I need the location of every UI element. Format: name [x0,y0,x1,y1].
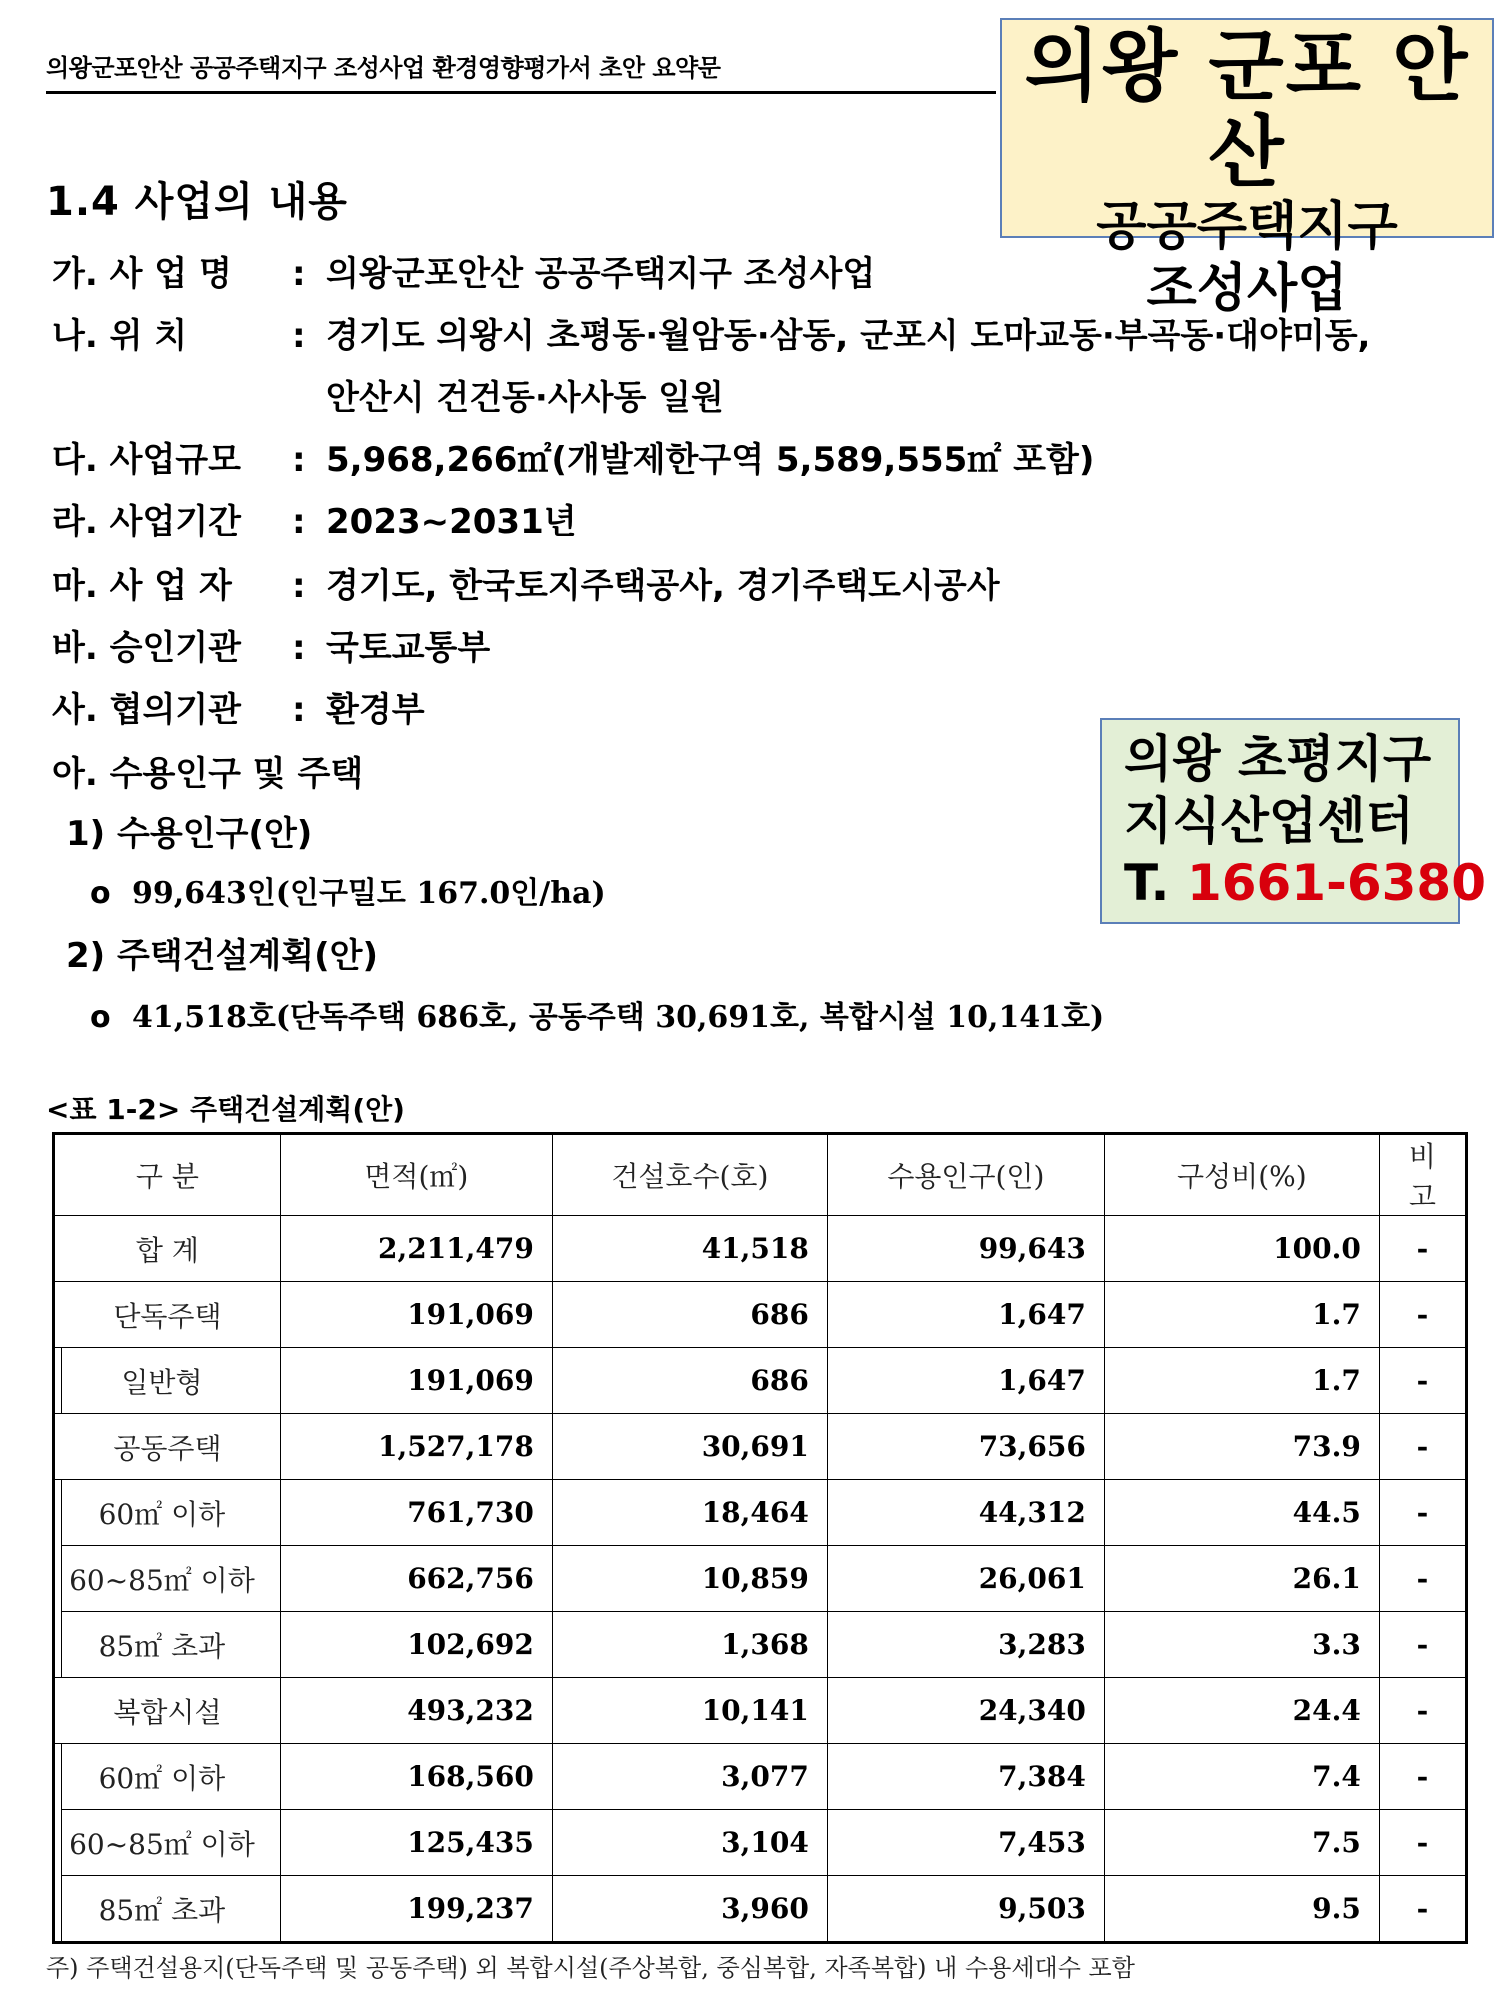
info-value: 경기도 의왕시 초평동·월암동·삼동, 군포시 도마교동·부곡동·대야미동, [326,316,1371,356]
phone-prefix: T. [1124,854,1170,912]
table-cell: - [1379,1612,1466,1678]
table-row [54,1612,1467,1678]
row-label: 단독주택 [54,1282,281,1348]
info-label: 라. 사업기간 [52,502,241,542]
table-cell: 99,643 [827,1216,1104,1282]
bullet-marker: o [90,1000,111,1035]
indent-spacer [54,1810,62,1876]
table-cell: 100.0 [1104,1216,1379,1282]
table-cell: 30,691 [552,1414,827,1480]
info-value: 2023~2031년 [326,502,577,542]
info-value: 5,968,266㎡(개발제한구역 5,589,555㎡ 포함) [326,440,1095,480]
info-row [52,620,490,669]
promo-line-2: 공공주택지구 [1096,197,1398,257]
info-value: 환경부 [326,690,425,730]
row-label: 복합시설 [54,1678,281,1744]
table-cell: 9.5 [1104,1876,1379,1943]
table-cell: 18,464 [552,1480,827,1546]
info-label: 다. 사업규모 [52,440,241,480]
promo2-phone [1124,852,1487,914]
table-cell: 44,312 [827,1480,1104,1546]
table-cell: 662,756 [280,1546,552,1612]
table-row [54,1876,1467,1943]
info-row [52,558,1000,607]
table-row [54,1216,1467,1282]
table-cell: 1.7 [1104,1282,1379,1348]
promo-line-3: 조성사업 [1146,259,1348,319]
table-row [54,1810,1467,1876]
table-cell: 3,283 [827,1612,1104,1678]
row-label: 일반형 [62,1348,281,1414]
info-value: 의왕군포안산 공공주택지구 조성사업 [326,254,876,294]
info-colon: : [292,440,306,480]
table-cell: 168,560 [280,1744,552,1810]
housing-plan-table [52,1132,1468,1944]
indent-spacer [54,1744,62,1810]
table-cell: 10,859 [552,1546,827,1612]
table-cell: 1.7 [1104,1348,1379,1414]
bullet-marker: o [90,876,111,911]
row-label: 합 계 [54,1216,281,1282]
info-label: 사. 협의기관 [52,690,241,730]
table-cell: - [1379,1216,1466,1282]
info-row [52,308,1370,357]
housing-bullet [90,992,1104,1036]
info-colon: : [292,254,306,294]
row-label: 60~85㎡ 이하 [62,1810,281,1876]
population-bullet [90,868,606,912]
table-cell: 191,069 [280,1282,552,1348]
info-row [52,682,425,731]
table-caption: <표 1-2> 주택건설계획(안) [46,1093,405,1126]
indent-spacer [54,1876,62,1943]
info-colon: : [292,566,306,606]
info-row-continued: 안산시 건건동·사사동 일원 [326,378,724,418]
row-label: 공동주택 [54,1414,281,1480]
row-label: 60㎡ 이하 [62,1744,281,1810]
table-cell: 1,527,178 [280,1414,552,1480]
table-row [54,1546,1467,1612]
table-row [54,1414,1467,1480]
table-cell: - [1379,1348,1466,1414]
info-row [52,432,1094,481]
info-colon: : [292,502,306,542]
table-cell: 7,453 [827,1810,1104,1876]
table-cell: - [1379,1546,1466,1612]
table-cell: 1,647 [827,1282,1104,1348]
housing-subheading: 2) 주택건설계획(안) [66,936,379,976]
table-cell: - [1379,1678,1466,1744]
indent-spacer [54,1480,62,1546]
header-remarks: 비 고 [1379,1134,1466,1216]
row-label: 85㎡ 초과 [62,1876,281,1943]
table-cell: 493,232 [280,1678,552,1744]
table-cell: - [1379,1876,1466,1943]
table-cell: - [1379,1744,1466,1810]
table-cell: 7.4 [1104,1744,1379,1810]
header-units: 건설호수(호) [552,1134,827,1216]
info-value: 경기도, 한국토지주택공사, 경기주택도시공사 [326,566,1000,606]
indent-spacer [54,1546,62,1612]
table-cell: - [1379,1414,1466,1480]
table-header-row [54,1134,1467,1216]
table-cell: 3,077 [552,1744,827,1810]
table-cell: 7.5 [1104,1810,1379,1876]
row-label: 85㎡ 초과 [62,1612,281,1678]
promo-banner-project [1000,18,1494,319]
info-label: 나. 위 치 [52,316,188,356]
population-subheading: 1) 수용인구(안) [66,814,313,854]
table-cell: 10,141 [552,1678,827,1744]
info-label: 바. 승인기관 [52,628,241,668]
header-ratio: 구성비(%) [1104,1134,1379,1216]
promo-banner-contact [1100,718,1487,924]
table-cell: 1,647 [827,1348,1104,1414]
info-colon: : [292,316,306,356]
info-value: 국토교통부 [326,628,491,668]
table-cell: 191,069 [280,1348,552,1414]
table-cell: 686 [552,1348,827,1414]
table-row [54,1678,1467,1744]
housing-text: 41,518호(단독주택 686호, 공동주택 30,691호, 복합시설 10,141호) [132,1000,1105,1035]
table-cell: 3,960 [552,1876,827,1943]
info-label: 마. 사 업 자 [52,566,232,606]
info-colon: : [292,628,306,668]
table-cell: 73.9 [1104,1414,1379,1480]
population-heading: 아. 수용인구 및 주택 [52,754,364,794]
table-cell: 9,503 [827,1876,1104,1943]
table-row [54,1282,1467,1348]
table-footnote: 주) 주택건설용지(단독주택 및 공동주택) 외 복합시설(주상복합, 중심복합, 자족복합) 내 수용세대수 포함 [46,1954,1135,1982]
table-cell: - [1379,1480,1466,1546]
table-cell: 102,692 [280,1612,552,1678]
phone-number: 1661-6380 [1186,854,1487,912]
table-cell: 686 [552,1282,827,1348]
table-cell: 3,104 [552,1810,827,1876]
header-category: 구 분 [54,1134,281,1216]
info-row [52,246,875,295]
row-label: 60~85㎡ 이하 [62,1546,281,1612]
indent-spacer [54,1612,62,1678]
table-cell: 44.5 [1104,1480,1379,1546]
promo2-line-1: 의왕 초평지구 [1124,730,1432,788]
table-cell: 761,730 [280,1480,552,1546]
header-area: 면적(㎡) [280,1134,552,1216]
table-cell: 1,368 [552,1612,827,1678]
table-row [54,1348,1467,1414]
document-header: 의왕군포안산 공공주택지구 조성사업 환경영향평가서 초안 요약문 [46,48,996,94]
section-title: 1.4 사업의 내용 [46,179,348,225]
info-colon: : [292,690,306,730]
table-cell: 73,656 [827,1414,1104,1480]
indent-spacer [54,1348,62,1414]
table-cell: - [1379,1282,1466,1348]
table-cell: 199,237 [280,1876,552,1943]
promo2-line-2: 지식산업센터 [1124,792,1414,850]
table-cell: 2,211,479 [280,1216,552,1282]
table-cell: 26,061 [827,1546,1104,1612]
table-cell: 7,384 [827,1744,1104,1810]
table-cell: 26.1 [1104,1546,1379,1612]
table-cell: - [1379,1810,1466,1876]
table-cell: 24.4 [1104,1678,1379,1744]
info-label: 가. 사 업 명 [52,254,232,294]
row-label: 60㎡ 이하 [62,1480,281,1546]
table-row [54,1744,1467,1810]
table-cell: 3.3 [1104,1612,1379,1678]
table-cell: 24,340 [827,1678,1104,1744]
info-row [52,494,577,543]
header-population: 수용인구(인) [827,1134,1104,1216]
table-row [54,1480,1467,1546]
population-text: 99,643인(인구밀도 167.0인/ha) [132,876,606,911]
table-cell: 125,435 [280,1810,552,1876]
table-cell: 41,518 [552,1216,827,1282]
promo-line-1: 의왕 군포 안산 [1024,22,1470,198]
